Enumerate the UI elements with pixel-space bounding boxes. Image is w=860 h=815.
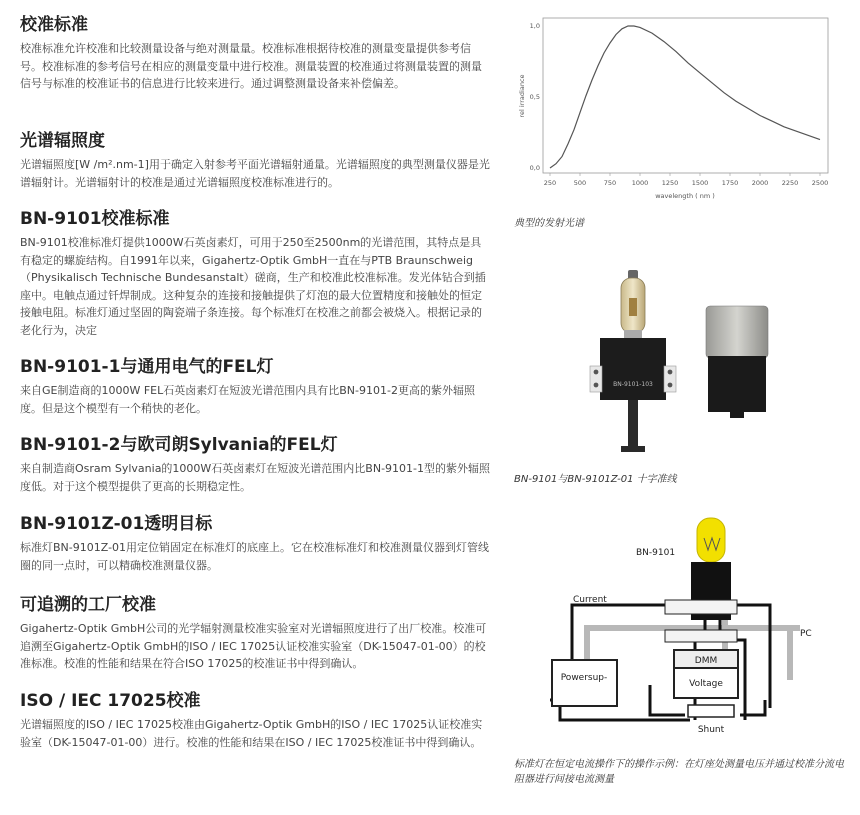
section-body: 光谱辐照度的ISO / IEC 17025校准由Gigahertz-Optik GmbH的ISO / IEC 17025认证校准实验室（DK-15047-01-00）进行。校准的性能和结果在ISO / IEC 17025校准证书中得到确认。 (20, 718, 483, 749)
circuit-diagram (510, 510, 850, 755)
section-title: BN-9101-2与欧司朗Sylvania的FEL灯 (20, 435, 338, 455)
x-tick-label: 250 (543, 179, 557, 187)
x-tick-label: 2250 (781, 179, 799, 187)
section-bn9101z (20, 513, 492, 574)
section-body: 标准灯BN-9101Z-01用定位销固定在标准灯的底座上。它在校准标准灯和校准测量仪器到灯管线圈的同一点时，可以精确校准测量仪器。 (20, 541, 490, 572)
power-supply-label: Powersup- (560, 673, 608, 683)
x-axis-label: wavelength ( nm ) (655, 192, 715, 200)
section-title: 可追溯的工厂校准 (20, 595, 156, 615)
current-label: Current (573, 595, 607, 605)
section-title: 光谱辐照度 (20, 131, 105, 151)
mount-label: BN-9101-103 (613, 381, 653, 388)
shunt-label: Shunt (697, 725, 725, 735)
section-bn9101-1 (20, 356, 492, 417)
section-bn9101-2 (20, 434, 492, 495)
x-tick-label: 2000 (751, 179, 769, 187)
y-tick-label: 1,0 (529, 22, 540, 30)
spectrum-chart (508, 8, 838, 213)
y-axis-label: rel irradiance (518, 74, 526, 118)
y-tick-label: 0,5 (529, 93, 540, 101)
x-tick-label: 500 (573, 179, 587, 187)
section-spectral-irradiance (20, 130, 492, 191)
x-tick-label: 1250 (661, 179, 679, 187)
section-title: BN-9101校准标准 (20, 209, 170, 229)
x-tick-label: 1000 (631, 179, 649, 187)
y-tick-label: 0,0 (529, 164, 540, 172)
section-calibration-standard (20, 14, 492, 93)
section-title: ISO / IEC 17025校准 (20, 691, 201, 711)
section-traceable (20, 594, 492, 673)
section-body: 光谱辐照度[W /m².nm-1]用于确定入射参考平面光谱辐射通量。光谱辐照度的典型测量仪器是光谱辐射计。光谱辐射计的校准是通过光谱辐照度校准标准进行的。 (20, 158, 490, 189)
spectrum-caption: 典型的发射光谱 (514, 218, 584, 229)
lamp-bulb (621, 270, 645, 338)
section-iso17025 (20, 690, 492, 751)
crosshair-target (706, 306, 768, 418)
x-tick-label: 750 (603, 179, 617, 187)
pc-label: PC (800, 629, 812, 639)
section-title: BN-9101-1与通用电气的FEL灯 (20, 357, 274, 377)
x-tick-label: 1750 (721, 179, 739, 187)
bulb-icon (697, 518, 725, 562)
figure-column (508, 0, 858, 815)
spectrum-line (550, 26, 820, 168)
section-bn9101 (20, 208, 492, 339)
lamp-caption: BN-9101与BN-9101Z-01 十字准线 (514, 474, 677, 485)
lamp-mount (590, 338, 676, 452)
circuit-caption: 标准灯在恒定电流操作下的操作示例：在灯座处测量电压并通过校准分流电阻器进行间接电流测量 (514, 759, 844, 785)
power-supply-box (552, 660, 617, 706)
lamp-label: BN-9101 (636, 548, 676, 558)
lamp-photo (508, 248, 838, 463)
section-body: BN-9101校准标准灯提供1000W石英卤素灯，可用于250至2500nm的光谱范围，其特点是具有稳定的螺旋结构。自1991年以来，Gigahertz-Optik GmbH一直在与PTB Braunschweig（Physikalisch Technische Bundesanstalt）磋商，生产和校准此校准标准。发光体钻合到插座中。电触点通过钎焊制成。这种复杂的连接和接触提供了灯泡的最大位置精度和接触处的恒定接触电阻。标准灯通过坚固的陶瓷端子条连接。每个标准灯在校准之前都会被烧入。根据记录的老化行为，决定 (20, 236, 486, 337)
x-tick-label: 2500 (811, 179, 829, 187)
x-tick-label: 1500 (691, 179, 709, 187)
shunt-box (688, 705, 734, 717)
section-body: Gigahertz-Optik GmbH公司的光学辐射测量校准实验室对光谱辐照度进行了出厂校准。校准可追溯至Gigahertz-Optik GmbH的ISO / IEC 17025认证校准实验室（DK-15047-01-00）的校准标准。校准的性能和结果在符合ISO 17025的校准证书中得到确认。 (20, 622, 487, 670)
section-body: 校准标准允许校准和比较测量设备与绝对测量量。校准标准根据待校准的测量变量提供参考信号。校准标准的参考信号在相应的测量变量中进行校准。测量装置的校准通过将测量装置的测量信号与标准的校准证书的信息进行比较来进行。通过调整测量设备来补偿偏差。 (20, 42, 482, 90)
section-body: 来自GE制造商的1000W FEL石英卤素灯在短波光谱范围内具有比BN-9101-2更高的紫外辐照度。但是这个模型有一个稍快的老化。 (20, 384, 475, 415)
dmm-label: DMM (694, 656, 718, 666)
section-title: 校准标准 (20, 15, 88, 35)
section-body: 来自制造商Osram Sylvania的1000W石英卤素灯在短波光谱范围内比BN-9101-1型的紫外辐照度低。对于这个模型提供了更高的长期稳定性。 (20, 462, 491, 493)
voltage-label: Voltage (689, 679, 723, 689)
section-title: BN-9101Z-01透明目标 (20, 514, 213, 534)
